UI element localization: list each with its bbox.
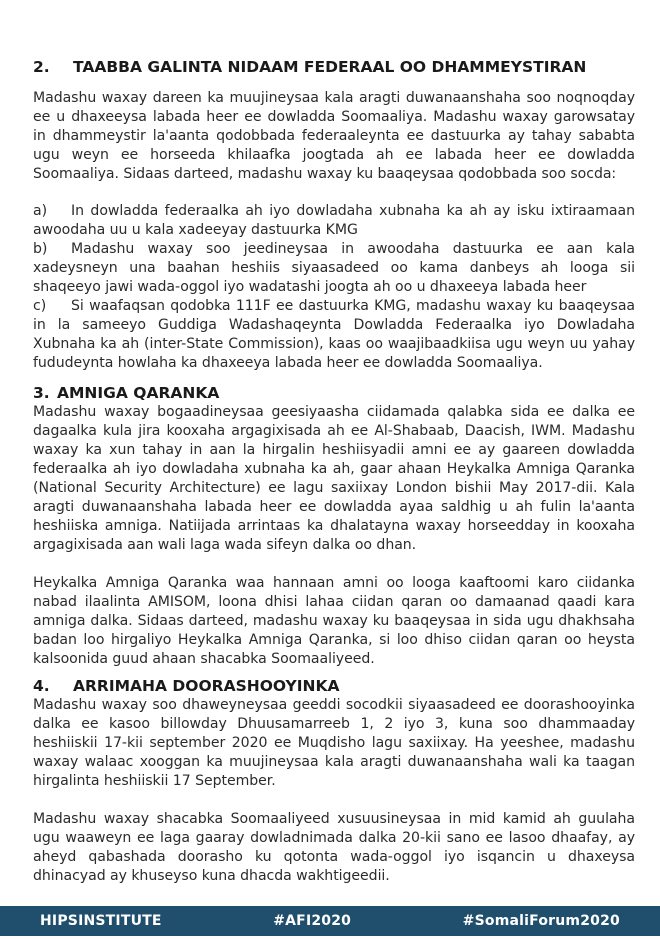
list-item (33, 240, 635, 297)
recommendation-list (33, 202, 635, 373)
section-heading-4 (33, 676, 635, 696)
section-4-paragraph-1: Madashu waxay soo dhaweyneysaa geeddi socodkii siyaasadeed ee doorashooyinka dalka ee kasoo billowday Dhuusamarreeb 1, 2 iyo 3, kuna soo dhammaaday heshiiskii 17-kii september 2020 ee Muqdisho lagu saxiixay. Ha yeeshee, madashu waxay walaac xooggan ka muujineysaa kala aragti duwanaanshaha wali ka taagan hirgalinta heshiiskii 17 September. (33, 697, 635, 789)
section-2-intro: Madashu waxay dareen ka muujineysaa kala aragti duwanaanshaha soo noqnoqday ee u dhaxeeysa labada heer ee dowladda Soomaaliya. Madashu waxay garowsatay in dhammeystir la'aanta qodobbada federaaleynta ee dastuurka ay tahay sababta ugu weyn ee horseeda khilaafka joogtada ah ee labada heer ee dowladda Soomaaliya. Sidaas darteed, madashu waxay ku baaqeysaa qodobbada soo socda: (33, 90, 635, 182)
section-number: 2. (33, 58, 50, 76)
list-marker: c) (33, 298, 47, 314)
section-title: TAABBA GALINTA NIDAAM FEDERAAL OO DHAMMEYSTIRAN (73, 58, 587, 76)
footer-hashtag-forum: #SomaliForum2020 (462, 913, 620, 929)
section-number: 3. (33, 384, 50, 402)
section-number: 4. (33, 677, 50, 695)
footer-institute-label: HIPSINSTITUTE (40, 913, 162, 929)
list-item-text: Si waafaqsan qodobka 111F ee dastuurka KMG, madashu waxay ku baaqeysaa in la sameeyo Guddiga Wadashaqeynta Dowladda Federaalka iyo Dowladaha Xubnaha ka ah (inter-State Commission), kaas oo waajibaadkiisa ugu weyn uu yahay fududeynta howlaha ka dhaxeeya labada heer ee dowladda Soomaaliya. (33, 298, 635, 371)
section-title: ARRIMAHA DOORASHOOYINKA (73, 677, 340, 695)
list-item (33, 297, 635, 373)
document-page (33, 53, 635, 886)
section-heading-3 (33, 383, 635, 403)
section-heading-2 (33, 57, 635, 77)
list-marker: b) (33, 241, 48, 257)
list-marker: a) (33, 203, 48, 219)
list-item (33, 202, 635, 240)
section-3-paragraph-1: Madashu waxay bogaadineysaa geesiyaasha ciidamada qalabka sida ee dalka ee dagaalka kula jira kooxaha argagixisada ah ee Al-Shabaab, Daacish, IWM. Madashu waxay ka xun tahay in aan la hirgalin heshiisyadii amni ee ay gaareen dowladda federaalka ah iyo dowladaha xubnaha ka ah, gaar ahaan Heykalka Amniga Qaranka (National Security Architecture) ee lagu saxiixay London bishii May 2017-dii. Kala aragti duwanaanshaha labada heer ee dowladda ayaa saldhig u ah fulin la'aanta heshiiska amniga. Natiijada arrintaas ka dhalatayna waxay horseedday in kooxaha argagixisada aan wali laga wada sifeyn dalka oo dhan. (33, 404, 635, 553)
footer-bar (0, 906, 660, 936)
list-item-text: In dowladda federaalka ah iyo dowladaha xubnaha ka ah ay isku ixtiraamaan awoodaha uu u kala xadeeyay dastuurka KMG (33, 203, 635, 238)
section-4-paragraph-2: Madashu waxay shacabka Soomaaliyeed xusuusineysaa in mid kamid ah guulaha ugu waaweyn ee laga gaaray dowladnimada dalka 20-kii sano ee lasoo dhaafay, ay aheyd qabashada doorasho ku qotonta wada-oggol iyo isqancin u dhaxeysa dhinacyad ay khuseyso kuna dhacda wakhtigeedii. (33, 811, 635, 884)
section-title: AMNIGA QARANKA (57, 384, 220, 402)
section-3-paragraph-2: Heykalka Amniga Qaranka waa hannaan amni oo looga kaaftoomi karo ciidanka nabad ilaalinta AMISOM, loona dhisi lahaa ciidan qaran oo damaanad qaadi kara amniga dalka. Sidaas darteed, madashu waxay ku baaqeysaa in sida ugu dhakhsaha badan loo hirgaliyo Heykalka Amniga Qaranka, si loo dhiso ciidan qaran oo heysta kalsoonida guud ahaan shacabka Soomaaliyeed. (33, 575, 635, 667)
footer-hashtag-afi: #AFI2020 (273, 913, 352, 929)
list-item-text: Madashu waxay soo jeedineysaa in awoodaha dastuurka ee aan kala xadeysneyn una baahan heshiis siyaasadeed oo kama danbeys ah looga sii shaqeeyo jawi wada-oggol iyo wadatashi joogta ah oo u dhaxeeya labada heer (33, 241, 635, 295)
